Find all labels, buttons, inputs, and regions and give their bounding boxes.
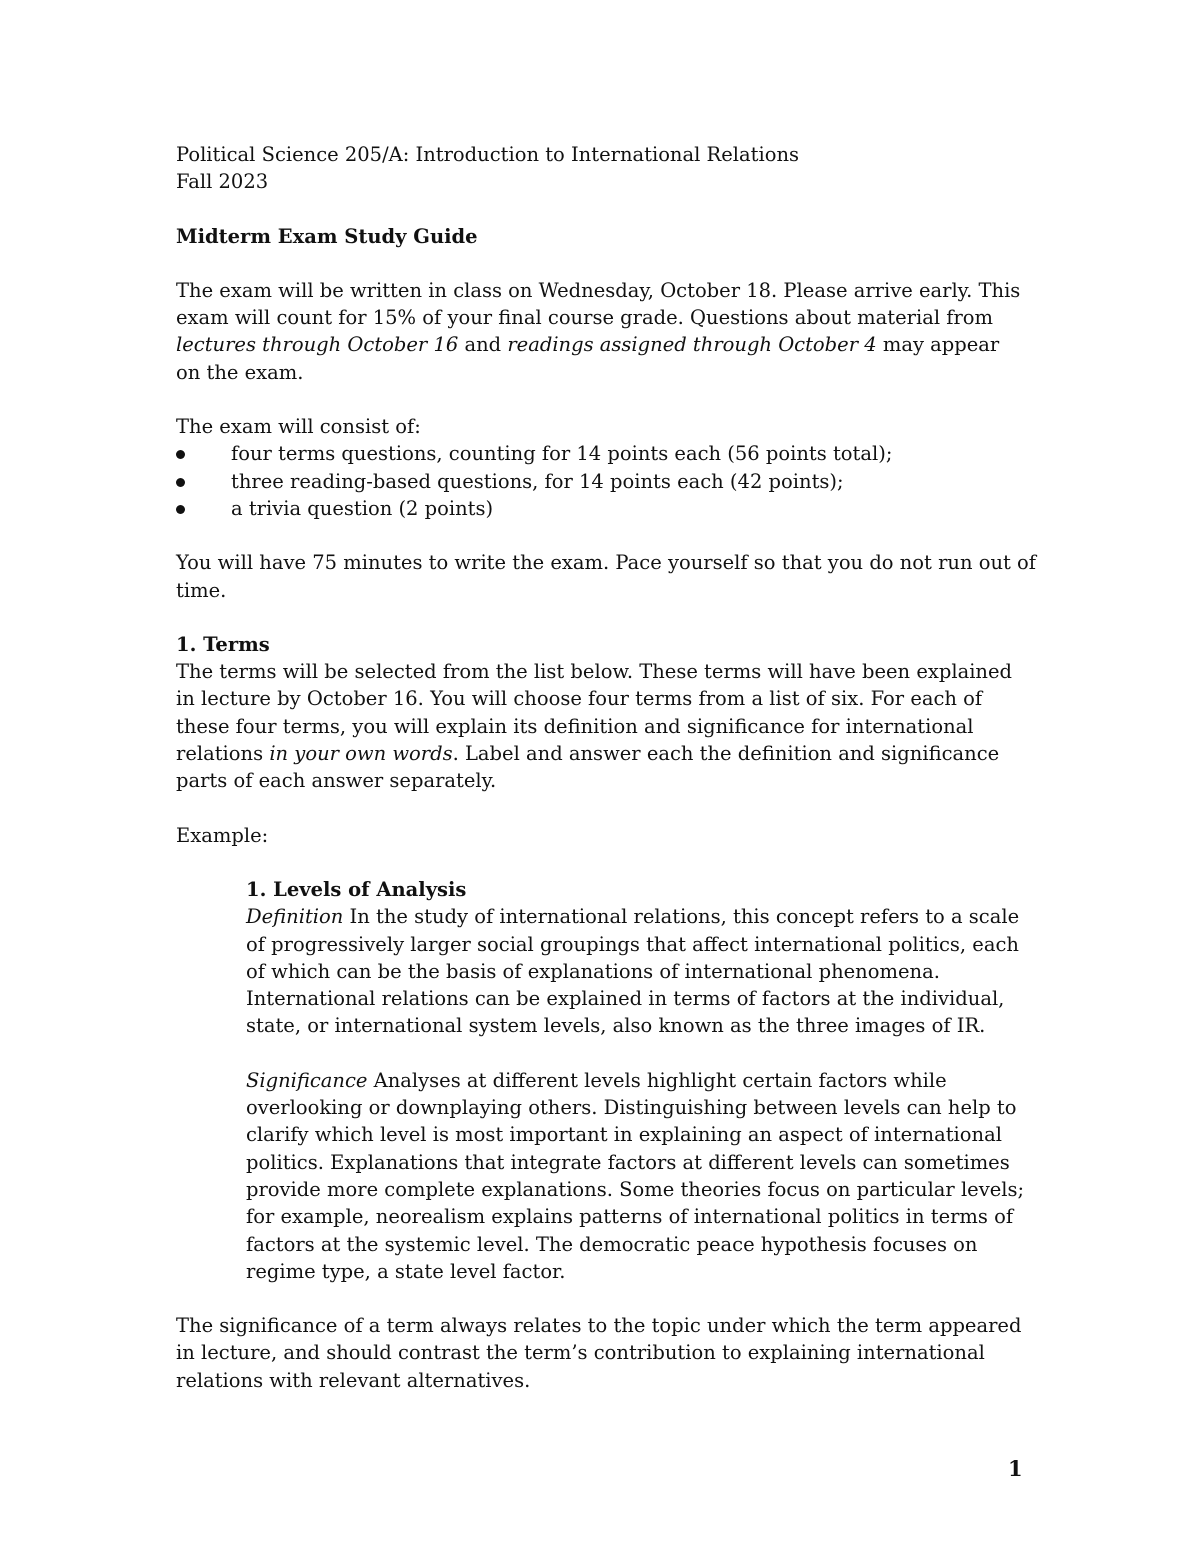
definition-label: Definition — [246, 905, 344, 929]
terms-text-2: . Label and answer each the definition and significance parts of each answer separately. — [176, 742, 1000, 793]
definition-paragraph — [246, 903, 1036, 1039]
terms-text-1: The terms will be selected from the list below. These terms will have been explained in lecture by October 16. You will choose four terms from a list of six. For each of these four terms, you will explain its definition and significance for international relations — [176, 660, 1013, 766]
course-title: Political Science 205/A: Introduction to International Relations — [176, 143, 800, 166]
intro-paragraph — [176, 277, 1026, 386]
list-item-text: three reading-based questions, for 14 points each (42 points); — [231, 469, 844, 493]
page-number: 1 — [1008, 1456, 1023, 1481]
intro-text-2: and — [458, 333, 508, 357]
example-block — [176, 876, 1036, 1285]
bullet-icon — [176, 450, 185, 459]
closing-paragraph: The significance of a term always relates to the topic under which the term appeared in lecture, and should contrast the term’s contribution to explaining international relations with relevant alternatives. — [176, 1314, 1022, 1392]
page-title: Midterm Exam Study Guide — [176, 224, 478, 248]
example-label: Example: — [176, 823, 269, 847]
intro-italic-readings: readings assigned through October 4 — [507, 333, 877, 357]
term-label: Fall 2023 — [176, 170, 269, 194]
significance-text: Analyses at different levels highlight certain factors while overlooking or downplaying others. Distinguishing between levels can help to clarify which level is most important in explaining an aspect of international politics. Explanations that integrate factors at different levels can sometimes provide more complete explanations. Some theories focus on particular levels; for example, neorealism explains patterns of international politics in terms of factors at the systemic level. The democratic peace hypothesis focuses on regime type, a state level factor. — [246, 1068, 1025, 1283]
intro-italic-lectures: lectures through October 16 — [176, 333, 459, 357]
significance-label: Significance — [246, 1068, 368, 1092]
list-item — [176, 468, 1036, 495]
list-item-text: four terms questions, counting for 14 points each (56 points total); — [231, 442, 893, 466]
bullet-icon — [176, 478, 185, 487]
document-page — [176, 141, 1036, 1394]
bullet-icon — [176, 505, 185, 514]
list-item — [176, 440, 1036, 467]
consist-list — [176, 440, 1036, 522]
definition-text: In the study of international relations, this concept refers to a scale of progressively larger social groupings that affect international politics, each of which can be the basis of explanations of international phenomena. International relations can be explained in terms of factors at the individual, state, or international system levels, also known as the three images of IR. — [246, 905, 1020, 1038]
terms-heading: 1. Terms — [176, 632, 270, 656]
intro-text-3: may appear on the exam. — [176, 333, 1000, 384]
terms-italic: in your own words — [269, 742, 453, 766]
time-note: You will have 75 minutes to write the exam. Pace yourself so that you do not run out of time. — [176, 551, 1036, 602]
list-item-text: a trivia question (2 points) — [231, 496, 494, 520]
example-heading: 1. Levels of Analysis — [246, 877, 467, 901]
consist-lead: The exam will consist of: — [176, 415, 421, 439]
intro-text-1: The exam will be written in class on Wednesday, October 18. Please arrive early. This exam will count for 15% of your final course grade. Questions about material from — [176, 278, 1021, 330]
terms-paragraph — [176, 658, 1036, 794]
significance-paragraph — [246, 1067, 1036, 1285]
list-item — [176, 495, 1036, 522]
